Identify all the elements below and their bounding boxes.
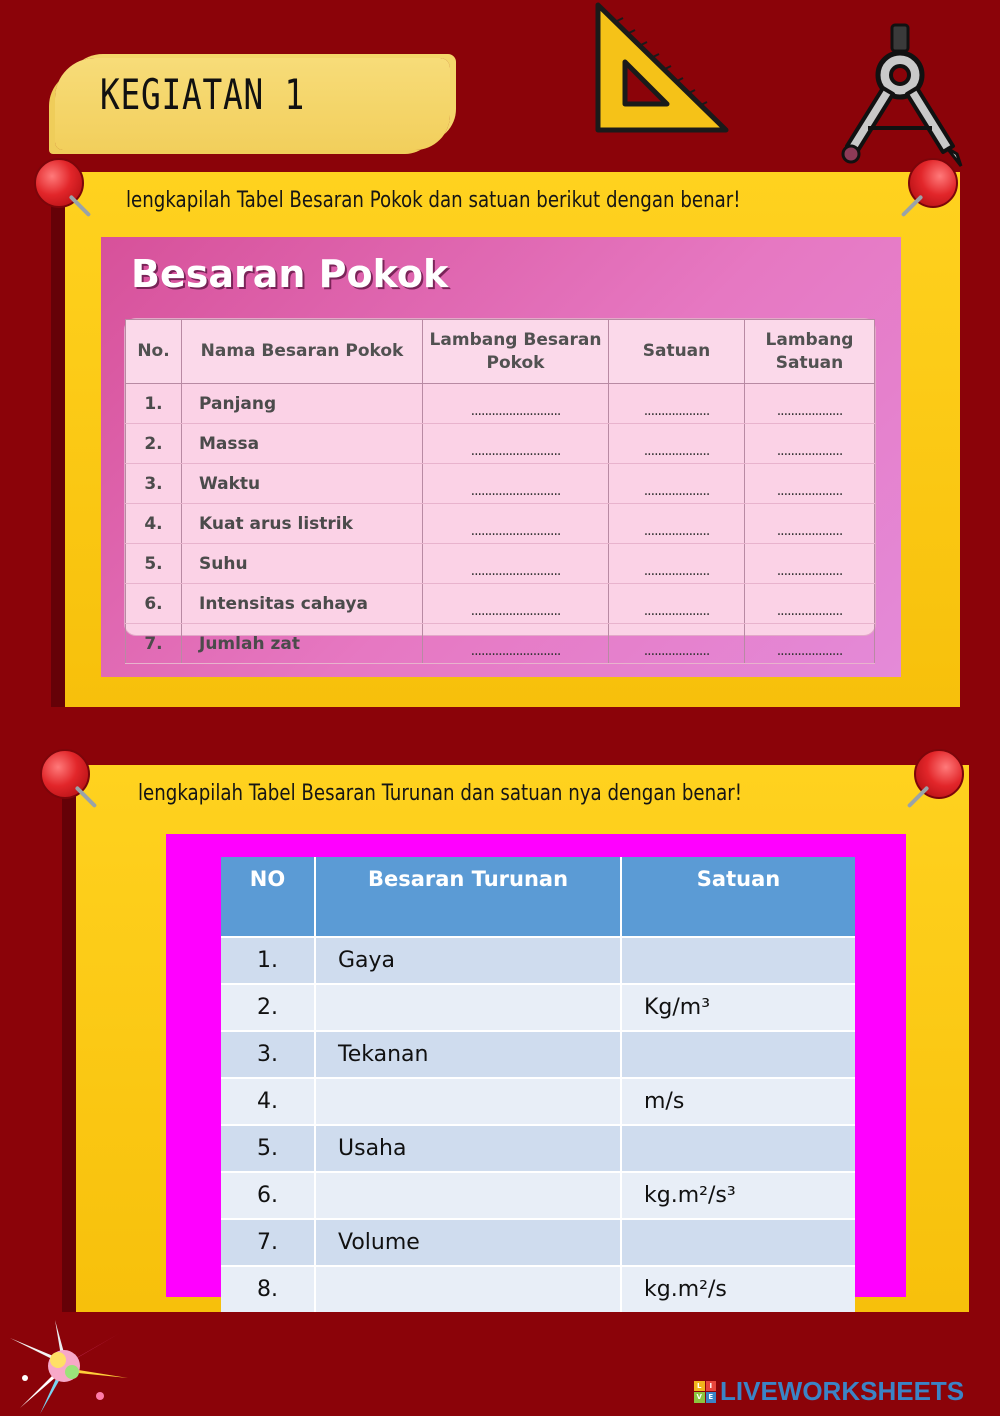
satuan-blank[interactable]: ................... — [609, 624, 745, 664]
row-number: 3. — [221, 1031, 315, 1078]
row-number: 6. — [221, 1172, 315, 1219]
satuan-blank[interactable]: ................... — [609, 584, 745, 624]
lambang-besaran-blank[interactable]: .......................... — [423, 464, 609, 504]
satuan-blank[interactable]: ................... — [609, 424, 745, 464]
table-row — [221, 937, 855, 984]
lambang-besaran-blank[interactable]: .......................... — [423, 424, 609, 464]
table-row — [126, 424, 875, 464]
besaran-turunan-cell: Usaha — [315, 1125, 621, 1172]
instruction-text-2: lengkapilah Tabel Besaran Turunan dan satuan nya dengan benar! — [138, 781, 743, 806]
col-header-nama-besaran: Nama Besaran Pokok — [182, 320, 423, 384]
row-number: 5. — [221, 1125, 315, 1172]
col-header-no: No. — [126, 320, 182, 384]
besaran-pokok-title: Besaran Pokok — [131, 252, 449, 296]
table-row — [126, 624, 875, 664]
lambang-satuan-blank[interactable]: ................... — [745, 544, 875, 584]
lambang-satuan-blank[interactable]: ................... — [745, 624, 875, 664]
row-number: 6. — [126, 584, 182, 624]
push-pin-icon — [32, 745, 102, 815]
row-number: 7. — [126, 624, 182, 664]
instruction-text-1: lengkapilah Tabel Besaran Pokok dan satuan berikut dengan benar! — [126, 188, 741, 213]
table-row — [221, 1125, 855, 1172]
paint-splash-icon — [0, 1318, 135, 1416]
besaran-name: Massa — [182, 424, 423, 464]
col-header-satuan: Satuan — [609, 320, 745, 384]
satuan-cell: kg.m²/s — [621, 1266, 855, 1312]
lambang-besaran-blank[interactable]: .......................... — [423, 384, 609, 424]
besaran-name: Waktu — [182, 464, 423, 504]
besaran-pokok-table — [124, 318, 876, 659]
satuan-cell[interactable] — [621, 1125, 855, 1172]
besaran-turunan-cell: Gaya — [315, 937, 621, 984]
push-pin-icon — [902, 745, 972, 815]
compass-icon — [835, 20, 965, 170]
satuan-cell: Kg/m³ — [621, 984, 855, 1031]
table-row — [221, 1031, 855, 1078]
table-row — [126, 464, 875, 504]
besaran-name: Panjang — [182, 384, 423, 424]
lambang-besaran-blank[interactable]: .......................... — [423, 584, 609, 624]
satuan-blank[interactable]: ................... — [609, 544, 745, 584]
satuan-cell[interactable] — [621, 937, 855, 984]
row-number: 7. — [221, 1219, 315, 1266]
liveworksheets-mark-icon: L I V E — [694, 1381, 716, 1403]
row-number: 4. — [221, 1078, 315, 1125]
besaran-turunan-cell[interactable] — [315, 1266, 621, 1312]
table-row — [221, 1219, 855, 1266]
satuan-cell[interactable] — [621, 1219, 855, 1266]
lambang-satuan-blank[interactable]: ................... — [745, 464, 875, 504]
row-number: 4. — [126, 504, 182, 544]
liveworksheets-logo — [694, 1376, 964, 1407]
lambang-satuan-blank[interactable]: ................... — [745, 384, 875, 424]
table-row — [221, 1266, 855, 1312]
row-number: 1. — [221, 937, 315, 984]
table-row — [126, 544, 875, 584]
besaran-name: Kuat arus listrik — [182, 504, 423, 544]
besaran-turunan-cell[interactable] — [315, 1172, 621, 1219]
lambang-besaran-blank[interactable]: .......................... — [423, 504, 609, 544]
satuan-blank[interactable]: ................... — [609, 384, 745, 424]
col-header-lambang-satuan: Lambang Satuan — [745, 320, 875, 384]
satuan-cell: m/s — [621, 1078, 855, 1125]
row-number: 1. — [126, 384, 182, 424]
besaran-turunan-cell[interactable] — [315, 984, 621, 1031]
satuan-cell[interactable] — [621, 1031, 855, 1078]
brand-name: LIVEWORKSHEETS — [720, 1376, 965, 1406]
besaran-turunan-cell: Volume — [315, 1219, 621, 1266]
lambang-satuan-blank[interactable]: ................... — [745, 424, 875, 464]
besaran-name: Suhu — [182, 544, 423, 584]
satuan-cell: kg.m²/s³ — [621, 1172, 855, 1219]
lambang-besaran-blank[interactable]: .......................... — [423, 544, 609, 584]
row-number: 5. — [126, 544, 182, 584]
table-row — [126, 504, 875, 544]
besaran-name: Jumlah zat — [182, 624, 423, 664]
besaran-name: Intensitas cahaya — [182, 584, 423, 624]
lambang-satuan-blank[interactable]: ................... — [745, 584, 875, 624]
push-pin-icon — [26, 154, 96, 224]
col-header-besaran-turunan: Besaran Turunan — [315, 857, 621, 937]
row-number: 3. — [126, 464, 182, 504]
row-number: 8. — [221, 1266, 315, 1312]
satuan-blank[interactable]: ................... — [609, 504, 745, 544]
satuan-blank[interactable]: ................... — [609, 464, 745, 504]
besaran-turunan-table — [221, 857, 855, 1302]
besaran-turunan-cell[interactable] — [315, 1078, 621, 1125]
col-header-lambang-besaran: Lambang Besaran Pokok — [423, 320, 609, 384]
lambang-satuan-blank[interactable]: ................... — [745, 504, 875, 544]
col-header-no: NO — [221, 857, 315, 937]
page-title: KEGIATAN 1 — [100, 70, 306, 119]
push-pin-icon — [896, 154, 966, 224]
table-row — [221, 1172, 855, 1219]
row-number: 2. — [126, 424, 182, 464]
table-row — [126, 584, 875, 624]
col-header-satuan: Satuan — [621, 857, 855, 937]
table-row — [221, 984, 855, 1031]
table-row — [126, 384, 875, 424]
row-number: 2. — [221, 984, 315, 1031]
set-square-icon — [593, 0, 733, 135]
table-row — [221, 1078, 855, 1125]
lambang-besaran-blank[interactable]: .......................... — [423, 624, 609, 664]
besaran-turunan-cell: Tekanan — [315, 1031, 621, 1078]
